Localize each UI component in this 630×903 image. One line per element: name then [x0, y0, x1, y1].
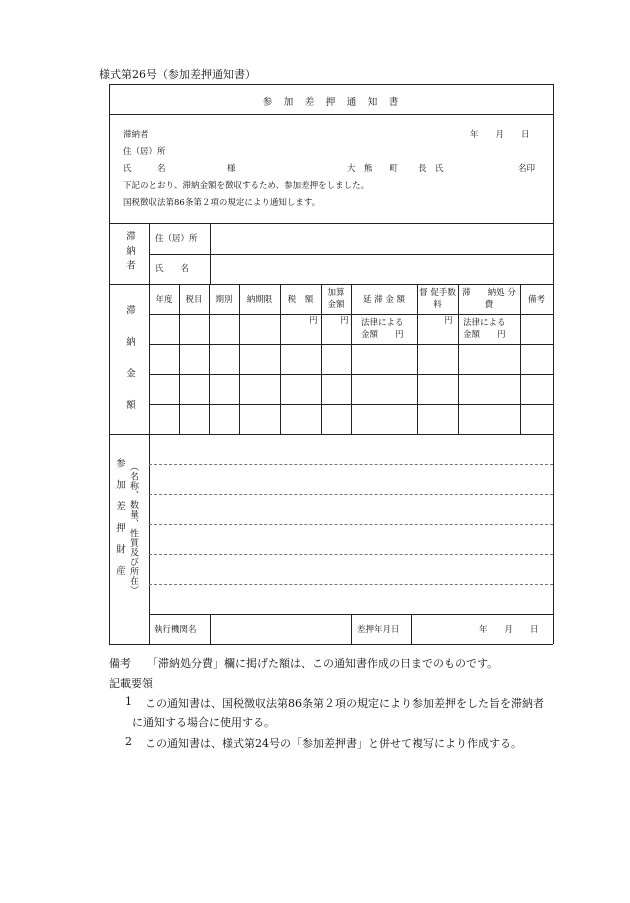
delay-note-line-1: 法律による	[361, 318, 404, 328]
remarks-text: 「滞納処分費」欄に掲げた額は、この通知書作成の日までのものです。	[147, 657, 499, 670]
instruction-1-line-2: に通知する場合に使用する。	[132, 716, 275, 729]
addressee-name-label: 氏 名	[123, 164, 166, 174]
delinquent-address-label: 住（居）所	[155, 234, 198, 244]
col-disposal-fee: 滞 納処 分 費	[462, 288, 516, 310]
col-delay-charge: 延 滞 金 額	[362, 295, 406, 305]
instruction-1-line-1: この通知書は、国税徴収法第86条第２項の規定により参加差押をした旨を滞納者	[145, 697, 544, 710]
additional-yen: 円	[340, 316, 349, 326]
disposal-note-line-2: 金額 円	[463, 330, 506, 340]
tax-amount-yen: 円	[309, 316, 318, 326]
amount-header: 滞納金額	[124, 305, 135, 431]
col-due-date: 納期限	[246, 295, 273, 305]
delinquent-header: 滞納者	[124, 231, 135, 275]
property-header: 参加差押財産	[114, 458, 125, 587]
addressee-label: 滞納者	[123, 130, 149, 140]
col-dunning-fee: 督 促手数料	[419, 288, 456, 310]
disposal-note-line-1: 法律による	[463, 318, 506, 328]
remarks-label: 備考	[109, 657, 131, 670]
col-additional: 加算金額	[327, 288, 345, 310]
sender-city: 大 熊 町	[347, 164, 399, 174]
instruction-2-line-1: この通知書は、様式第24号の「参加差押書」と併せて複写により作成する。	[145, 737, 522, 750]
col-tax-item: 税目	[185, 295, 203, 305]
delay-note-line-2: 金額 円	[361, 330, 404, 340]
issue-date: 年 月 日	[470, 130, 530, 140]
sender-seal: 名印	[518, 164, 536, 174]
addressee-address-label: 住（居）所	[123, 147, 166, 157]
col-year: 年度	[155, 295, 173, 305]
addressee-sama: 様	[227, 164, 236, 174]
col-remarks: 備考	[527, 295, 545, 305]
seizure-date: 年 月 日	[479, 625, 539, 635]
seizure-date-label: 差押年月日	[357, 625, 400, 635]
instruction-1-num: 1	[125, 695, 132, 708]
document-title: 参 加 差 押 通 知 書	[262, 97, 400, 108]
delinquent-name-label: 氏 名	[155, 264, 190, 274]
instructions-title: 記載要領	[109, 677, 153, 690]
executing-agency-label: 執行機関名	[154, 625, 197, 635]
instruction-2-num: 2	[125, 735, 132, 748]
notice-line-1: 下記のとおり、滞納金額を徴収するため、参加差押をしました。	[123, 181, 370, 191]
notice-line-2: 国税徴収法第86条第２項の規定により通知します。	[123, 198, 321, 208]
form-label: 様式第26号（参加差押通知書）	[99, 68, 256, 81]
dunning-yen: 円	[444, 316, 453, 326]
property-sub-header: （名称、数量、性質及び所在）	[128, 462, 138, 595]
sender-title: 長 氏	[418, 164, 444, 174]
col-period: 期別	[215, 295, 233, 305]
col-tax-amount: 税 額	[287, 295, 314, 305]
